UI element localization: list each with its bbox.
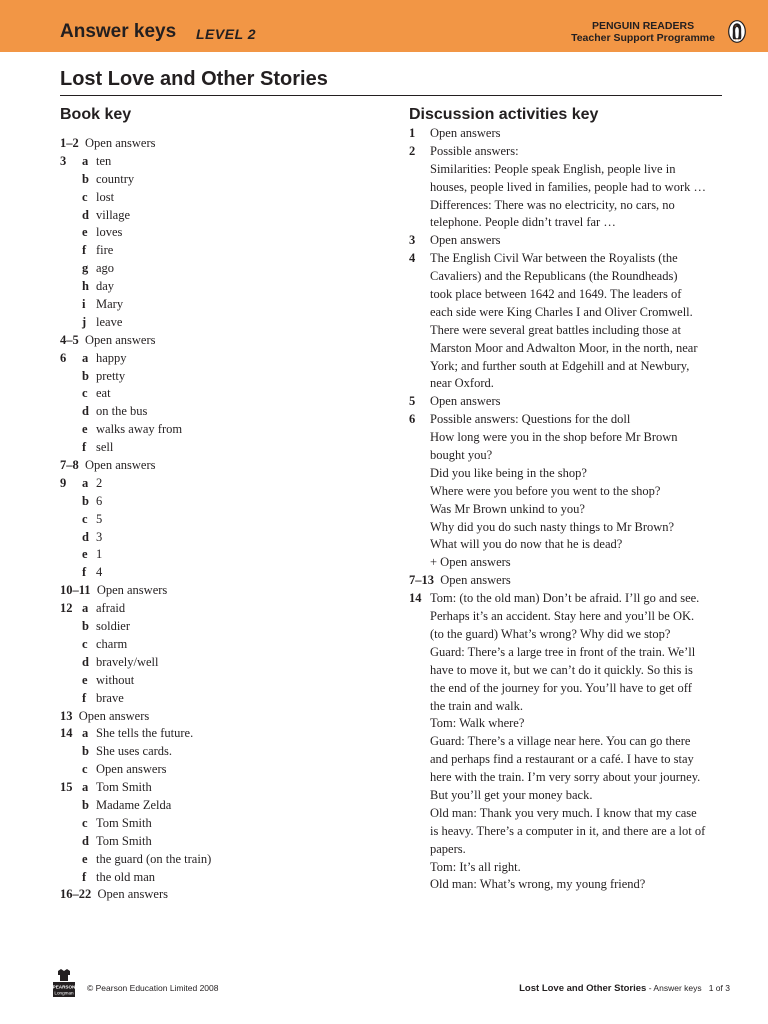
item-number: 4–5 bbox=[60, 332, 79, 347]
discussion-row bbox=[409, 447, 739, 465]
item-answer: Open answers bbox=[440, 573, 511, 588]
item-answer: Open answers bbox=[78, 708, 150, 723]
item-answer: Open answers bbox=[97, 887, 168, 902]
book-key-row bbox=[60, 350, 380, 368]
item-letter: a bbox=[82, 475, 89, 490]
discussion-row bbox=[409, 358, 739, 376]
discussion-row bbox=[409, 733, 739, 751]
discussion-row bbox=[409, 823, 739, 841]
item-number: 10–11 bbox=[60, 583, 91, 598]
item-letter: a bbox=[82, 780, 89, 795]
item-number: 12 bbox=[60, 601, 73, 616]
book-key-row bbox=[60, 851, 380, 869]
item-answer: Marston Moor and Adwalton Moor, in the north, near bbox=[430, 340, 698, 355]
item-letter: c bbox=[82, 386, 88, 401]
item-number: 15 bbox=[60, 780, 73, 795]
item-letter: d bbox=[82, 529, 89, 544]
item-answer: the end of the journey for you. You’ll have to get off bbox=[430, 680, 692, 695]
discussion-row bbox=[409, 769, 739, 787]
item-letter: i bbox=[82, 297, 86, 312]
book-key-row bbox=[60, 421, 380, 439]
title-divider bbox=[60, 95, 722, 96]
book-key-row bbox=[60, 207, 380, 225]
item-answer: Open answers bbox=[85, 458, 156, 473]
item-letter: a bbox=[82, 601, 89, 616]
discussion-row bbox=[409, 572, 739, 590]
item-answer: But you’ll get your money back. bbox=[430, 787, 593, 802]
discussion-row bbox=[409, 805, 739, 823]
item-answer: 4 bbox=[96, 565, 103, 580]
item-number: 9 bbox=[60, 475, 67, 490]
book-key-row bbox=[60, 869, 380, 887]
book-key-row bbox=[60, 403, 380, 421]
discussion-row bbox=[409, 393, 739, 411]
item-answer: lost bbox=[96, 189, 115, 204]
book-key-row bbox=[60, 242, 380, 260]
discussion-row bbox=[409, 876, 739, 894]
item-answer: She uses cards. bbox=[96, 744, 173, 759]
item-answer: village bbox=[96, 207, 131, 222]
discussion-row bbox=[409, 536, 739, 554]
book-key-row bbox=[60, 654, 380, 672]
book-key-row bbox=[60, 153, 380, 171]
discussion-row bbox=[409, 340, 739, 358]
book-key-row bbox=[60, 475, 380, 493]
item-letter: c bbox=[82, 511, 88, 526]
item-answer: The English Civil War between the Royalists (the bbox=[430, 251, 678, 266]
item-answer: Cavaliers) and the Republicans (the Roundheads) bbox=[430, 269, 678, 284]
item-answer: Open answers bbox=[85, 332, 156, 347]
item-answer: the old man bbox=[96, 869, 156, 884]
item-answer: brave bbox=[96, 690, 124, 705]
item-number: 1 bbox=[409, 126, 416, 140]
item-answer: on the bus bbox=[96, 404, 148, 419]
item-answer: sell bbox=[96, 440, 114, 455]
book-key-row bbox=[60, 189, 380, 207]
book-key-row bbox=[60, 672, 380, 690]
item-answer: eat bbox=[96, 386, 111, 401]
item-answer: papers. bbox=[430, 841, 466, 856]
item-answer: Madame Zelda bbox=[96, 797, 172, 812]
item-answer: Mary bbox=[96, 297, 124, 312]
logo-text-longman: Longman bbox=[54, 990, 74, 996]
item-answer: without bbox=[96, 672, 135, 687]
item-answer: happy bbox=[96, 350, 127, 365]
book-key-row bbox=[60, 708, 380, 726]
header-level: LEVEL 2 bbox=[196, 26, 257, 42]
discussion-row bbox=[409, 519, 739, 537]
item-answer: walks away from bbox=[96, 422, 183, 437]
item-answer: is heavy. There’s a computer in it, and there are a lot of bbox=[430, 823, 706, 838]
item-letter: a bbox=[82, 153, 89, 168]
item-answer: each side were King Charles I and Oliver Cromwell. bbox=[430, 304, 693, 319]
item-number: 4 bbox=[409, 251, 416, 266]
discussion-key-list bbox=[409, 125, 739, 894]
book-key-row bbox=[60, 135, 380, 153]
discussion-key-heading: Discussion activities key bbox=[409, 106, 599, 123]
item-answer: Old man: What’s wrong, my young friend? bbox=[430, 877, 646, 892]
book-key-row bbox=[60, 582, 380, 600]
item-number: 16–22 bbox=[60, 887, 92, 902]
item-answer: 2 bbox=[96, 475, 103, 490]
book-key-row bbox=[60, 278, 380, 296]
book-key-heading: Book key bbox=[60, 106, 132, 123]
item-answer: Open answers bbox=[96, 583, 168, 598]
item-letter: b bbox=[82, 619, 89, 634]
book-key-row bbox=[60, 314, 380, 332]
item-answer: Open answers bbox=[85, 136, 156, 150]
item-number: 7–13 bbox=[409, 573, 434, 588]
item-number: 5 bbox=[409, 394, 416, 409]
discussion-row bbox=[409, 644, 739, 662]
item-answer: afraid bbox=[96, 601, 126, 616]
book-key-row bbox=[60, 457, 380, 475]
item-letter: b bbox=[82, 797, 89, 812]
item-answer: Similarities: People speak English, people live in bbox=[430, 161, 676, 176]
discussion-row bbox=[409, 501, 739, 519]
item-letter: d bbox=[82, 833, 89, 848]
item-answer: Tom: Walk where? bbox=[430, 716, 525, 731]
item-letter: f bbox=[82, 565, 87, 580]
discussion-row bbox=[409, 179, 739, 197]
brand-block bbox=[571, 20, 715, 44]
discussion-row bbox=[409, 751, 739, 769]
page-title: Lost Love and Other Stories bbox=[60, 68, 328, 90]
item-answer: Why did you do such nasty things to Mr Brown? bbox=[430, 519, 675, 534]
footer-page-info bbox=[519, 983, 730, 994]
item-number: 3 bbox=[60, 153, 67, 168]
item-answer: + Open answers bbox=[430, 555, 511, 570]
item-answer: There were several great battles including those at bbox=[430, 322, 681, 337]
discussion-row bbox=[409, 304, 739, 322]
item-answer: Guard: There’s a village near here. You can go there bbox=[430, 734, 691, 749]
item-answer: day bbox=[96, 279, 115, 294]
book-key-row bbox=[60, 743, 380, 761]
book-key-row bbox=[60, 761, 380, 779]
item-letter: f bbox=[82, 243, 87, 258]
book-key-row bbox=[60, 564, 380, 582]
discussion-row bbox=[409, 590, 739, 608]
discussion-row bbox=[409, 232, 739, 250]
item-answer: fire bbox=[96, 243, 114, 258]
item-letter: b bbox=[82, 171, 89, 186]
item-answer: Was Mr Brown unkind to you? bbox=[430, 501, 585, 516]
item-answer: charm bbox=[96, 636, 128, 651]
item-letter: a bbox=[82, 726, 89, 741]
discussion-row bbox=[409, 859, 739, 877]
book-key-row bbox=[60, 511, 380, 529]
item-letter: d bbox=[82, 404, 89, 419]
item-letter: e bbox=[82, 422, 88, 437]
item-letter: e bbox=[82, 672, 88, 687]
footer-book-title: Lost Love and Other Stories bbox=[519, 983, 647, 994]
item-answer: loves bbox=[96, 225, 123, 240]
discussion-row bbox=[409, 608, 739, 626]
discussion-row bbox=[409, 250, 739, 268]
item-answer: (to the guard) What’s wrong? Why did we stop? bbox=[430, 626, 671, 641]
item-answer: here with the train. I’m very sorry about your journey. bbox=[430, 770, 701, 785]
item-answer: soldier bbox=[96, 619, 131, 634]
book-key-row bbox=[60, 779, 380, 797]
book-key-row bbox=[60, 886, 380, 904]
item-letter: f bbox=[82, 440, 87, 455]
item-answer: country bbox=[96, 171, 135, 186]
item-answer: leave bbox=[96, 314, 123, 329]
discussion-row bbox=[409, 161, 739, 179]
item-line bbox=[60, 457, 155, 475]
item-answer: Open answers bbox=[430, 233, 501, 248]
discussion-row bbox=[409, 698, 739, 716]
item-letter: d bbox=[82, 654, 89, 669]
brand-line-1: PENGUIN READERS bbox=[591, 20, 695, 32]
item-answer: 1 bbox=[96, 547, 103, 562]
item-answer: houses, people lived in families, people had to work … bbox=[430, 179, 706, 194]
item-answer: 5 bbox=[96, 511, 103, 526]
book-key-row bbox=[60, 493, 380, 511]
item-answer: Tom: It’s all right. bbox=[430, 859, 521, 874]
item-answer: Open answers bbox=[430, 394, 501, 409]
item-answer: Did you like being in the shop? bbox=[430, 465, 587, 480]
book-key-row bbox=[60, 368, 380, 386]
item-letter: e bbox=[82, 547, 88, 562]
item-answer: How long were you in the shop before Mr Brown bbox=[430, 430, 678, 445]
item-answer: bought you? bbox=[430, 448, 493, 463]
item-letter: e bbox=[82, 851, 88, 866]
item-answer: Possible answers: Questions for the doll bbox=[430, 412, 631, 427]
item-answer: Perhaps it’s an accident. Stay here and you’ll be OK. bbox=[430, 609, 695, 624]
item-letter: e bbox=[82, 225, 88, 240]
copyright-text: © Pearson Education Limited 2008 bbox=[87, 983, 219, 993]
book-key-row bbox=[60, 797, 380, 815]
discussion-row bbox=[409, 662, 739, 680]
discussion-row bbox=[409, 125, 739, 143]
discussion-row bbox=[409, 322, 739, 340]
item-letter: c bbox=[82, 189, 88, 204]
item-answer: Tom Smith bbox=[96, 780, 152, 795]
discussion-row bbox=[409, 787, 739, 805]
item-letter: j bbox=[82, 314, 87, 329]
page-number: 1 of 3 bbox=[708, 983, 730, 993]
item-letter: c bbox=[82, 762, 88, 777]
item-answer: Tom Smith bbox=[96, 815, 152, 830]
book-key-row bbox=[60, 725, 380, 743]
item-answer: the train and walk. bbox=[430, 698, 524, 713]
item-letter: c bbox=[82, 815, 88, 830]
item-letter: b bbox=[82, 493, 89, 508]
book-key-row bbox=[60, 636, 380, 654]
header-bar bbox=[0, 0, 768, 52]
item-answer: took place between 1642 and 1649. The leaders of bbox=[430, 287, 682, 302]
discussion-row bbox=[409, 715, 739, 733]
item-answer: Guard: There’s a large tree in front of the train. We’ll bbox=[430, 644, 696, 659]
item-number: 14 bbox=[60, 726, 73, 741]
footer-suffix: - Answer keys bbox=[646, 983, 702, 993]
item-answer: ago bbox=[96, 261, 115, 276]
logo-text-pearson: PEARSON bbox=[52, 984, 76, 990]
item-number: 2 bbox=[409, 143, 416, 158]
brand-line-2: Teacher Support Programme bbox=[571, 32, 715, 44]
discussion-row bbox=[409, 143, 739, 161]
item-letter: c bbox=[82, 636, 88, 651]
book-key-row bbox=[60, 171, 380, 189]
item-answer: have to move it, but we can’t do it quickly. So this is bbox=[430, 662, 693, 677]
item-answer: ten bbox=[96, 153, 112, 168]
discussion-row bbox=[409, 465, 739, 483]
item-number: 7–8 bbox=[60, 458, 79, 473]
book-key-list bbox=[60, 135, 380, 904]
item-letter: b bbox=[82, 368, 89, 383]
item-number: 6 bbox=[60, 350, 67, 365]
book-key-row bbox=[60, 296, 380, 314]
item-letter: f bbox=[82, 869, 87, 884]
book-key-row bbox=[60, 332, 380, 350]
item-letter: g bbox=[82, 261, 89, 276]
discussion-row bbox=[409, 214, 739, 232]
item-answer: pretty bbox=[96, 368, 126, 383]
item-answer: Open answers bbox=[430, 126, 501, 140]
book-key-row bbox=[60, 385, 380, 403]
item-letter: f bbox=[82, 690, 87, 705]
discussion-row bbox=[409, 483, 739, 501]
item-number: 1–2 bbox=[60, 136, 79, 150]
item-answer: and perhaps find a restaurant or a café. I have to stay bbox=[430, 752, 694, 767]
item-line bbox=[60, 582, 167, 600]
item-line bbox=[409, 572, 511, 590]
item-number: 6 bbox=[409, 412, 416, 427]
discussion-row bbox=[409, 411, 739, 429]
item-answer: bravely/well bbox=[96, 654, 159, 669]
book-key-row bbox=[60, 618, 380, 636]
item-answer: telephone. People didn’t travel far … bbox=[430, 215, 616, 230]
item-number: 14 bbox=[409, 591, 422, 606]
item-answer: the guard (on the train) bbox=[96, 851, 212, 866]
item-letter: b bbox=[82, 744, 89, 759]
book-key-row bbox=[60, 529, 380, 547]
discussion-row bbox=[409, 197, 739, 215]
item-line bbox=[60, 135, 155, 153]
item-line bbox=[60, 886, 168, 904]
item-answer: Tom Smith bbox=[96, 833, 152, 848]
book-key-row bbox=[60, 690, 380, 708]
discussion-row bbox=[409, 286, 739, 304]
item-line bbox=[60, 332, 155, 350]
discussion-row bbox=[409, 554, 739, 572]
item-letter: a bbox=[82, 350, 89, 365]
header-title: Answer keys bbox=[60, 21, 177, 42]
discussion-row bbox=[409, 429, 739, 447]
item-number: 3 bbox=[409, 233, 416, 248]
discussion-row bbox=[409, 268, 739, 286]
item-answer: near Oxford. bbox=[430, 376, 494, 391]
discussion-row bbox=[409, 680, 739, 698]
item-answer: She tells the future. bbox=[96, 726, 194, 741]
book-key-row bbox=[60, 224, 380, 242]
book-key-row bbox=[60, 546, 380, 564]
book-key-row bbox=[60, 600, 380, 618]
item-answer: Open answers bbox=[96, 762, 167, 777]
item-answer: Tom: (to the old man) Don’t be afraid. I’ll go and see. bbox=[430, 591, 700, 606]
item-answer: 3 bbox=[96, 529, 103, 544]
book-key-row bbox=[60, 439, 380, 457]
item-line bbox=[60, 708, 149, 726]
item-answer: 6 bbox=[96, 493, 103, 508]
item-answer: Possible answers: bbox=[430, 143, 519, 158]
book-key-row bbox=[60, 815, 380, 833]
item-number: 13 bbox=[60, 708, 73, 723]
item-answer: Old man: Thank you very much. I know that my case bbox=[430, 805, 697, 820]
pearson-longman-logo-icon bbox=[52, 968, 76, 998]
discussion-row bbox=[409, 626, 739, 644]
item-letter: d bbox=[82, 207, 89, 222]
item-answer: What will you do now that he is dead? bbox=[430, 537, 623, 552]
book-key-row bbox=[60, 833, 380, 851]
discussion-row bbox=[409, 841, 739, 859]
penguin-logo-icon bbox=[728, 20, 746, 43]
item-answer: Differences: There was no electricity, no cars, no bbox=[430, 197, 675, 212]
item-answer: Where were you before you went to the shop? bbox=[430, 483, 661, 498]
discussion-row bbox=[409, 375, 739, 393]
item-answer: York; and further south at Edgehill and at Newbury, bbox=[430, 358, 690, 373]
item-letter: h bbox=[82, 279, 89, 294]
book-key-row bbox=[60, 260, 380, 278]
